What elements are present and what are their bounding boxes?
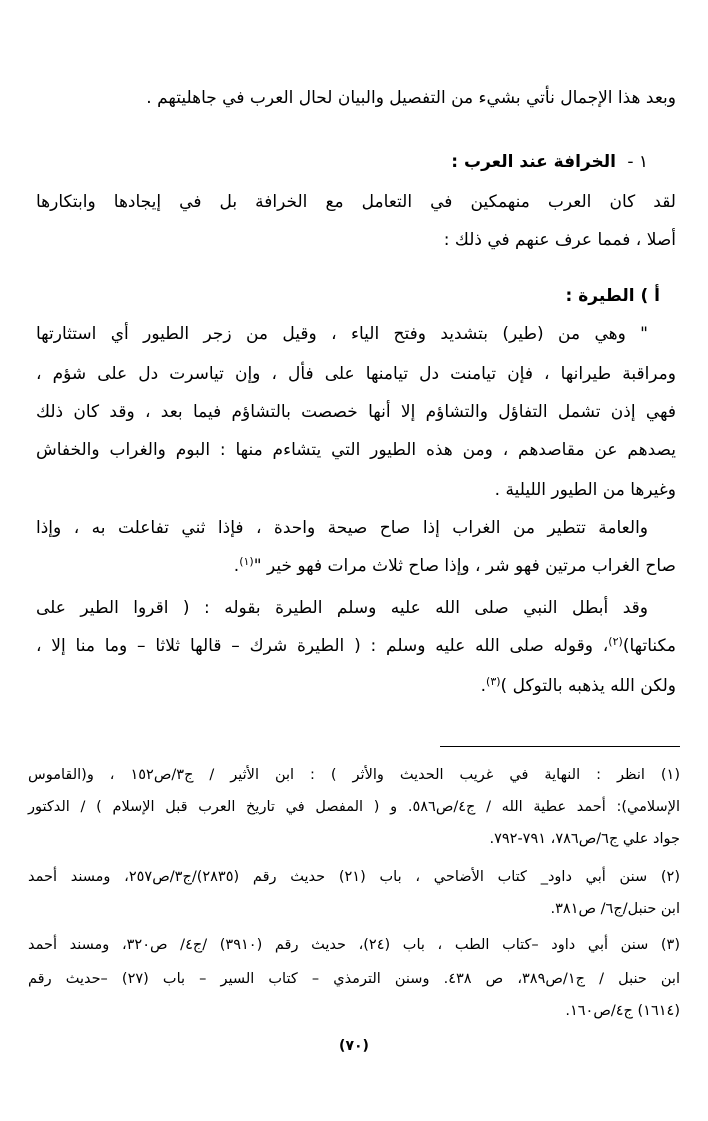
para1-line-1: " وهي من (طير) بتشديد وفتح الياء ، وقيل من زجر الطيور أي استثارتها: [36, 324, 648, 344]
footnote-separator: [440, 746, 680, 747]
page-number: (٧٠): [339, 1038, 369, 1054]
footnote-ref-2[interactable]: (٢): [608, 635, 623, 648]
footnote-3-line-2: ابن حنبل / ج١/ص٣٨٩، ص ٤٣٨. وسنن الترمذي – كتاب السير – باب (٢٧) –حديث رقم: [28, 971, 681, 987]
footnote-3-line-1: (٣) سنن أبي داود –كتاب الطب ، باب (٢٤)، حديث رقم (٣٩١٠) /ج٤/ ص٣٢٠، ومسند أحمد: [28, 937, 680, 953]
section-number: ١ -: [627, 152, 648, 172]
footnote-ref-3[interactable]: (٣): [486, 675, 501, 688]
footnote-2-line-2: ابن حنبل/ج٦/ ص٣٨١.: [550, 901, 680, 917]
section-para-line-1: لقد كان العرب منهمكين في التعامل مع الخرافة بل في إيجادها وابتكارها: [36, 192, 676, 212]
footnote-3-line-3: (١٦١٤) ج٤/ص١٦٠.: [565, 1003, 680, 1019]
intro-line: وبعد هذا الإجمال نأتي بشيء من التفصيل والبيان لحال العرب في جاهليتهم .: [146, 88, 676, 108]
para3-line-3: ولكن الله يذهبه بالتوكل )$^{(٣)}$.: [480, 675, 676, 696]
para2-line-2: صاح الغراب مرتين فهو شر ، وإذا صاح ثلاث مرات فهو خير "$^{(١)}$.: [233, 555, 676, 576]
para2-line-1: والعامة تتطير من الغراب إذا صاح صيحة واحدة ، فإذا ثني تفاعلت به ، وإذا: [36, 518, 648, 538]
para1-line-3: فهي إذن تشمل التفاؤل والتشاؤم إلا أنها خصصت بالتشاؤم فيما بعد ، وقد كان ذلك: [36, 402, 676, 422]
section-heading: الخرافة عند العرب :: [451, 152, 616, 172]
para1-line-2: ومراقبة طيرانها ، فإن تيامنت دل تيامنها على فأل ، وإن تياسرت دل على شؤم ،: [36, 364, 676, 384]
para3-line-1: وقد أبطل النبي صلى الله عليه وسلم الطيرة بقوله : ( اقروا الطير على: [36, 598, 648, 618]
footnote-2-line-1: (٢) سنن أبي داود_ كتاب الأضاحي ، باب (٢١) حديث رقم (٢٨٣٥)/ج٣/ص٢٥٧، ومسند أحمد: [28, 869, 680, 885]
footnote-ref-1[interactable]: (١): [239, 555, 254, 568]
footnote-1-line-2: الإسلامي): أحمد عطية الله / ج٤/ص٥٨٦. و ( المفصل في تاريخ العرب قبل الإسلام ) / الدكتور: [28, 799, 680, 815]
footnote-1-line-1: (١) انظر : النهاية في غريب الحديث والأثر ) : ابن الأثير / ج٣/ص١٥٢ ، و(القاموس: [28, 767, 681, 783]
para3-line-2: مكناتها)$^{(٢)}$، وقوله صلى الله عليه وسلم : ( الطيرة شرك – قالها ثلاثا – وما منا إلا ،: [36, 635, 676, 656]
subsection-heading: أ ) الطيرة :: [565, 286, 660, 306]
footnote-1-line-3: جواد علي ج٦/ص٧٨٦، ٧٩١-٧٩٢.: [489, 831, 680, 847]
para1-line-5: وغيرها من الطيور الليلية .: [494, 480, 676, 500]
para1-line-4: يصدهم عن مقاصدهم ، ومن هذه الطيور التي يتشاءم منها : البوم والغراب والخفاش: [36, 440, 676, 460]
section-para-line-2: أصلا ، فمما عرف عنهم في ذلك :: [443, 230, 676, 250]
